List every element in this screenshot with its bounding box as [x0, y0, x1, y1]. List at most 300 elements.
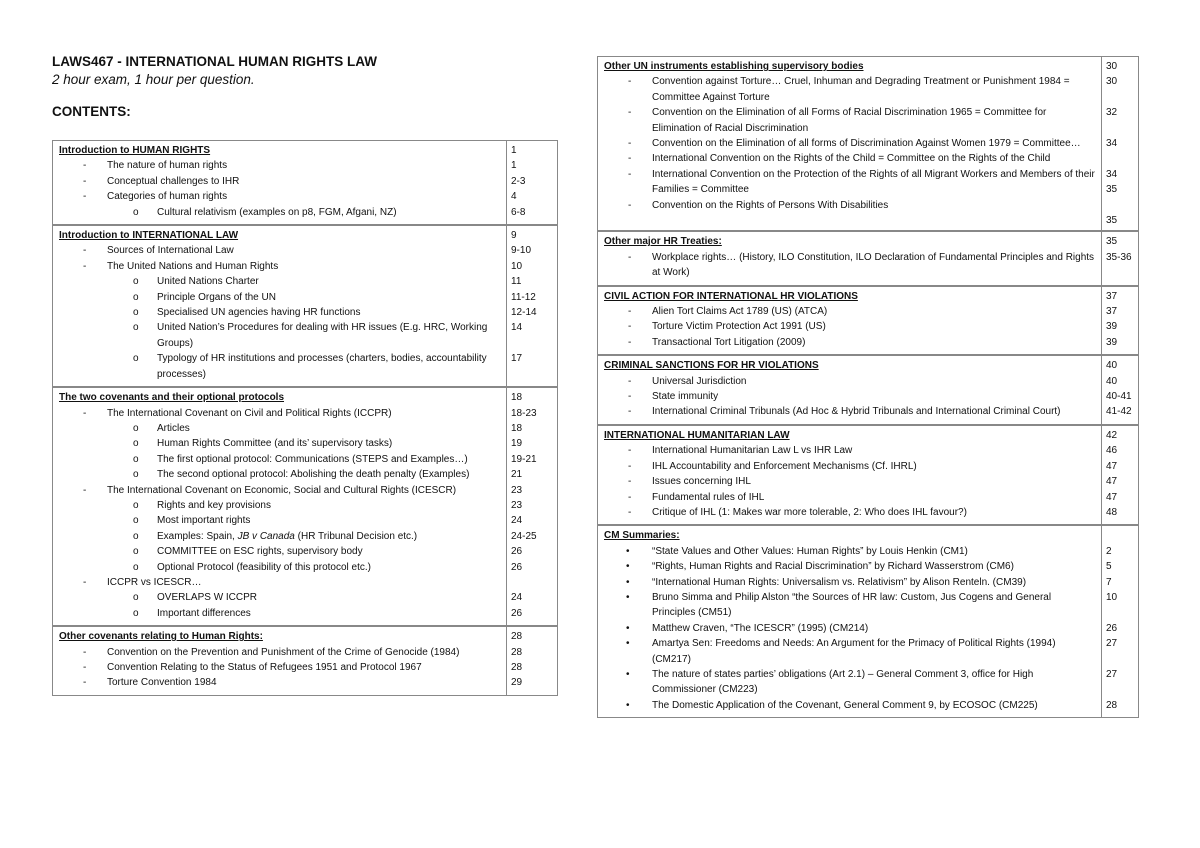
page-number: 4	[511, 191, 517, 203]
page-number	[1106, 528, 1134, 543]
page-number: 28	[511, 662, 523, 673]
entry-text-main: Matthew Craven, “The ICESCR” (1995) (CM214)	[652, 622, 869, 634]
entry-marker: o	[133, 469, 139, 481]
entry-text	[157, 452, 500, 467]
toc-section	[53, 224, 557, 386]
page-number	[1106, 682, 1134, 697]
entry-text-main: International Humanitarian Law L vs IHR Law	[652, 445, 853, 457]
page-number: 37	[1106, 306, 1118, 318]
page-number: 24	[511, 592, 523, 604]
entry-marker: -	[628, 107, 632, 119]
page-number	[1106, 605, 1134, 620]
document-header	[52, 54, 552, 119]
toc-entry	[59, 483, 500, 498]
entry-text	[157, 606, 500, 621]
toc-entry	[59, 421, 500, 436]
entry-case-name: JB v Canada	[237, 530, 295, 542]
entry-text-main: Issues concerning IHL	[652, 476, 751, 488]
entry-marker: -	[83, 260, 87, 272]
entry-marker: •	[626, 561, 630, 573]
entry-text-main: Categories of human rights	[107, 191, 228, 203]
entry-marker: -	[628, 445, 632, 457]
entry-text	[652, 667, 1095, 698]
entry-text	[652, 621, 1095, 636]
entry-marker: o	[133, 546, 139, 558]
entry-marker: -	[628, 375, 632, 387]
section-heading: CM Summaries:	[604, 530, 680, 542]
entry-text	[107, 406, 500, 421]
toc-entry	[604, 151, 1095, 166]
entry-text	[652, 250, 1095, 281]
entry-marker: -	[628, 138, 632, 150]
entry-marker: o	[133, 499, 139, 511]
entry-marker: -	[628, 306, 632, 318]
entry-text	[107, 675, 500, 690]
toc-entry	[604, 590, 1095, 621]
section-entries	[598, 526, 1102, 717]
entry-text	[652, 698, 1095, 713]
toc-entry	[604, 636, 1095, 667]
entry-marker: -	[628, 321, 632, 333]
page-number: 2-3	[511, 175, 526, 187]
toc-entry	[604, 304, 1095, 319]
entry-text-main: Specialised UN agencies having HR functions	[157, 307, 361, 319]
page-number: 47	[1106, 460, 1118, 472]
entry-text	[652, 198, 1095, 213]
toc-entry	[604, 136, 1095, 151]
toc-entry	[604, 105, 1095, 136]
entry-text	[157, 529, 500, 544]
entry-text	[157, 544, 500, 559]
entry-marker: -	[628, 199, 632, 211]
toc-entry	[59, 590, 500, 605]
entry-text	[107, 660, 500, 675]
section-heading: The two covenants and their optional protocols	[59, 392, 285, 404]
toc-entry	[59, 259, 500, 274]
page-number: 34	[1106, 138, 1118, 149]
page-number: 40	[1106, 360, 1118, 372]
entry-marker: o	[133, 453, 139, 465]
entry-text	[652, 505, 1095, 520]
entry-text-main: ICCPR vs ICESCR…	[107, 576, 202, 588]
entry-text	[652, 374, 1095, 389]
page-number: 42	[1106, 429, 1118, 441]
entry-text	[652, 74, 1095, 105]
section-entries	[598, 57, 1102, 230]
toc-section	[53, 625, 557, 695]
page-numbers	[507, 627, 557, 695]
page-number	[1106, 90, 1134, 105]
contents-label: CONTENTS:	[52, 104, 131, 119]
page-number: 35	[1106, 184, 1118, 196]
entry-text-main: Examples: Spain,	[157, 530, 238, 542]
toc-entry	[59, 513, 500, 528]
entry-text-main: Convention against Torture… Cruel, Inhuman and Degrading Treatment or Punishment 1984 = Committee Against Torture	[652, 76, 1070, 103]
entry-marker: -	[628, 460, 632, 472]
toc-entry	[59, 305, 500, 320]
entry-text-main: State immunity	[652, 391, 719, 403]
entry-text	[652, 319, 1095, 334]
page-number: 40	[1106, 375, 1118, 387]
entry-text	[652, 335, 1095, 350]
toc-entry	[604, 335, 1095, 350]
entry-text	[652, 136, 1095, 151]
section-heading: Other covenants relating to Human Rights:	[59, 631, 263, 643]
entry-marker: o	[133, 607, 139, 619]
section-heading: Other major HR Treaties:	[604, 236, 722, 248]
entry-marker: o	[133, 561, 139, 573]
entry-text	[157, 305, 500, 320]
entry-text	[107, 158, 500, 173]
section-entries	[598, 287, 1102, 355]
entry-text-main: Typology of HR institutions and processes (charters, bodies, accountability processes)	[157, 353, 487, 380]
toc-section	[53, 141, 557, 224]
section-heading: Introduction to HUMAN RIGHTS	[59, 145, 211, 156]
entry-text-main: Rights and key provisions	[157, 499, 271, 511]
toc-entry	[59, 290, 500, 305]
entry-text-main: Important differences	[157, 607, 251, 619]
entry-text-main: Convention on the Rights of Persons With Disabilities	[652, 199, 889, 211]
page-number: 24-25	[511, 530, 537, 542]
page-number: 28	[511, 631, 523, 643]
entry-text	[157, 436, 500, 451]
entry-text-main: International Convention on the Rights of the Child = Committee on the Rights of the Child	[652, 153, 1051, 165]
toc-section	[53, 386, 557, 625]
section-entries	[598, 232, 1102, 284]
entry-marker: •	[626, 576, 630, 588]
toc-entry	[604, 319, 1095, 334]
entry-text-main: International Convention on the Protection of the Rights of all Migrant Workers and Members of their Families = Committee	[652, 168, 1095, 196]
page-number: 23	[511, 499, 523, 511]
entry-text	[652, 559, 1095, 574]
entry-text	[652, 544, 1095, 559]
entry-text-main: Bruno Simma and Philip Alston “the Sources of HR law: Custom, Jus Cogens and General Principles (CM51)	[652, 591, 1052, 619]
page-number: 39	[1106, 336, 1118, 348]
page-numbers	[1102, 526, 1138, 717]
toc-entry	[59, 452, 500, 467]
entry-text	[107, 259, 500, 274]
entry-text	[652, 443, 1095, 458]
section-entries	[598, 426, 1102, 524]
entry-text-main: “Rights, Human Rights and Racial Discrimination” by Richard Wasserstrom (CM6)	[652, 561, 1014, 573]
page-number	[1106, 121, 1134, 136]
entry-marker: •	[626, 591, 630, 603]
toc-entry	[604, 250, 1095, 281]
page-number	[1106, 151, 1134, 166]
entry-text	[652, 167, 1095, 198]
entry-marker: o	[133, 592, 139, 604]
entry-text	[157, 205, 500, 220]
entry-text	[157, 274, 500, 289]
entry-text	[157, 421, 500, 436]
toc-entry	[59, 174, 500, 189]
section-heading: Other UN instruments establishing supervisory bodies	[604, 61, 864, 72]
toc-section	[598, 424, 1138, 524]
entry-text	[652, 105, 1095, 136]
page-number: 21	[511, 469, 523, 481]
page-number: 32	[1106, 107, 1118, 119]
entry-text-main: Convention on the Prevention and Punishment of the Crime of Genocide (1984)	[107, 646, 460, 658]
page-number: 17	[511, 353, 523, 365]
page-number	[1106, 652, 1134, 667]
toc-entry	[59, 158, 500, 173]
page-number: 30	[1106, 61, 1118, 72]
page-number: 9	[511, 230, 517, 242]
entry-text-main: Amartya Sen: Freedoms and Needs: An Argument for the Primacy of Political Rights (1994) (CM217)	[652, 638, 1056, 665]
entry-text	[652, 404, 1095, 419]
entry-text-main: International Criminal Tribunals (Ad Hoc & Hybrid Tribunals and International Criminal Court)	[652, 406, 1061, 418]
entry-text-main: United Nation’s Procedures for dealing with HR issues (E.g. HRC, Working Groups)	[157, 322, 488, 349]
toc-entry	[604, 490, 1095, 505]
entry-text	[652, 304, 1095, 319]
toc-entry	[59, 660, 500, 675]
toc-entry	[59, 189, 500, 204]
entry-text-main: Critique of IHL (1: Makes war more tolerable, 2: Who does IHL favour?)	[652, 506, 967, 518]
entry-text	[157, 467, 500, 482]
entry-text-main: Fundamental rules of IHL	[652, 491, 765, 503]
page-number: 11-12	[511, 291, 536, 303]
entry-marker: •	[626, 622, 630, 634]
entry-text-main: Principle Organs of the UN	[157, 291, 276, 303]
entry-text-main: The Domestic Application of the Covenant, General Comment 9, by ECOSOC (CM225)	[652, 699, 1038, 711]
entry-text-main: Convention Relating to the Status of Refugees 1951 and Protocol 1967	[107, 662, 422, 673]
page-numbers	[507, 141, 557, 224]
page-number: 35	[1106, 215, 1118, 226]
toc-entry	[604, 474, 1095, 489]
entry-text-main: Universal Jurisdiction	[652, 375, 747, 387]
page-number: 18	[511, 422, 523, 434]
entry-marker: •	[626, 668, 630, 680]
entry-text	[107, 174, 500, 189]
entry-marker: -	[628, 506, 632, 518]
entry-text	[157, 560, 500, 575]
page-number: 2	[1106, 545, 1112, 557]
page-number: 14	[511, 322, 523, 334]
page-number: 48	[1106, 506, 1118, 518]
page-number	[511, 575, 553, 590]
entry-marker: o	[133, 422, 139, 434]
entry-marker: -	[83, 677, 87, 689]
entry-marker: -	[628, 153, 632, 165]
page-number: 10	[511, 260, 523, 272]
entry-text-main: COMMITTEE on ESC rights, supervisory body	[157, 546, 363, 558]
page-number: 41-42	[1106, 406, 1132, 418]
entry-text-main: Torture Victim Protection Act 1991 (US)	[652, 321, 826, 333]
toc-entry	[604, 167, 1095, 198]
page-number: 46	[1106, 445, 1118, 457]
entry-text	[652, 590, 1095, 621]
entry-text-main: The first optional protocol: Communications (STEPS and Examples…)	[157, 453, 468, 465]
page-number: 28	[511, 646, 523, 658]
page-number: 27	[1106, 668, 1118, 680]
entry-text-main: Transactional Tort Litigation (2009)	[652, 336, 806, 348]
page-number	[1106, 198, 1134, 213]
page-number: 24	[511, 515, 523, 527]
page-number: 35-36	[1106, 251, 1132, 263]
toc-section	[598, 230, 1138, 284]
toc-entry	[604, 374, 1095, 389]
entry-text	[107, 189, 500, 204]
entry-marker: -	[83, 175, 87, 187]
entry-marker: -	[83, 191, 87, 203]
entry-marker: -	[628, 406, 632, 418]
contents-table-right	[597, 56, 1139, 718]
entry-text	[157, 290, 500, 305]
page-numbers	[507, 226, 557, 386]
document-title: LAWS467 - INTERNATIONAL HUMAN RIGHTS LAW	[52, 54, 378, 69]
entry-text	[652, 459, 1095, 474]
entry-text-main: Torture Convention 1984	[107, 677, 217, 689]
page-numbers	[1102, 356, 1138, 424]
page-number: 7	[1106, 576, 1112, 588]
contents-table-left	[52, 140, 558, 696]
entry-text-main: Convention on the Elimination of all Forms of Racial Discrimination 1965 = Committee for Elimination of Racial Discrimination	[652, 107, 1047, 134]
entry-text	[157, 590, 500, 605]
entry-marker: -	[83, 245, 87, 257]
toc-entry	[59, 351, 500, 382]
page-number: 23	[511, 484, 523, 496]
toc-entry	[59, 575, 500, 590]
toc-entry	[604, 621, 1095, 636]
page-number: 37	[1106, 290, 1118, 302]
entry-text	[157, 498, 500, 513]
page-number: 39	[1106, 321, 1118, 333]
page-number: 47	[1106, 476, 1118, 488]
entry-text-main: Conceptual challenges to IHR	[107, 175, 240, 187]
entry-marker: -	[83, 646, 87, 658]
page-number: 47	[1106, 491, 1118, 503]
section-heading: Introduction to INTERNATIONAL LAW	[59, 230, 239, 242]
entry-marker: -	[628, 336, 632, 348]
entry-text-tail: (HR Tribunal Decision etc.)	[294, 530, 418, 542]
entry-marker: o	[133, 276, 139, 288]
entry-text	[157, 513, 500, 528]
page-number: 19-21	[511, 453, 537, 465]
entry-marker: o	[133, 206, 139, 218]
page-number: 30	[1106, 76, 1118, 88]
entry-text	[652, 490, 1095, 505]
page-number: 9-10	[511, 245, 532, 257]
entry-marker: o	[133, 530, 139, 542]
page-number: 19	[511, 438, 523, 450]
entry-text-main: Human Rights Committee (and its’ supervisory tasks)	[157, 438, 393, 450]
entry-text-main: Alien Tort Claims Act 1789 (US) (ATCA)	[652, 306, 828, 318]
page-number: 34	[1106, 168, 1118, 180]
page-number: 26	[511, 607, 523, 619]
entry-marker: o	[133, 307, 139, 319]
entry-marker: -	[628, 491, 632, 503]
entry-marker: o	[133, 353, 139, 365]
entry-text	[107, 575, 500, 590]
entry-text	[652, 474, 1095, 489]
toc-entry	[604, 505, 1095, 520]
toc-entry	[59, 645, 500, 660]
page-number: 6-8	[511, 206, 526, 218]
entry-text	[157, 320, 500, 351]
entry-text-main: The United Nations and Human Rights	[107, 260, 279, 272]
entry-text-main: Most important rights	[157, 515, 251, 527]
entry-text-main: The second optional protocol: Abolishing the death penalty (Examples)	[157, 469, 470, 481]
toc-entry	[59, 467, 500, 482]
page-number: 29	[511, 677, 523, 689]
entry-marker: o	[133, 515, 139, 527]
toc-entry	[604, 198, 1095, 213]
entry-text-main: The International Covenant on Economic, Social and Cultural Rights (ICESCR)	[107, 484, 457, 496]
entry-marker: -	[83, 407, 87, 419]
entry-text	[652, 151, 1095, 166]
toc-section	[598, 524, 1138, 717]
entry-text-main: Articles	[157, 422, 190, 434]
toc-entry	[59, 560, 500, 575]
section-heading: INTERNATIONAL HUMANITARIAN LAW	[604, 429, 790, 441]
entry-marker: -	[83, 662, 87, 673]
entry-text	[107, 483, 500, 498]
entry-text	[652, 575, 1095, 590]
toc-entry	[604, 559, 1095, 574]
page-numbers	[1102, 287, 1138, 355]
entry-marker: o	[133, 438, 139, 450]
toc-entry	[59, 529, 500, 544]
entry-marker: •	[626, 545, 630, 557]
page-numbers	[1102, 57, 1138, 230]
page-number: 1	[511, 145, 517, 156]
page-number: 1	[511, 160, 517, 172]
entry-marker: •	[626, 638, 630, 650]
entry-text-main: The International Covenant on Civil and Political Rights (ICCPR)	[107, 407, 392, 419]
entry-text	[652, 389, 1095, 404]
toc-entry	[59, 606, 500, 621]
entry-marker: •	[626, 699, 630, 711]
page-number: 35	[1106, 236, 1118, 248]
document-subtitle: 2 hour exam, 1 hour per question.	[52, 72, 255, 87]
entry-marker: o	[133, 291, 139, 303]
section-entries	[598, 356, 1102, 424]
page-number: 10	[1106, 591, 1118, 603]
entry-marker: -	[83, 484, 87, 496]
toc-entry	[59, 544, 500, 559]
toc-entry	[59, 274, 500, 289]
toc-entry	[59, 243, 500, 258]
entry-marker: -	[628, 76, 632, 88]
entry-marker: -	[628, 251, 632, 263]
toc-entry	[59, 205, 500, 220]
entry-text-main: The nature of states parties’ obligations (Art 2.1) – General Comment 3, office for High Commissioner (CM223)	[652, 668, 1034, 696]
entry-text	[157, 351, 500, 382]
page-number: 28	[1106, 699, 1118, 711]
toc-entry	[604, 698, 1095, 713]
entry-text-main: IHL Accountability and Enforcement Mechanisms (Cf. IHRL)	[652, 460, 917, 472]
page-number: 40-41	[1106, 391, 1132, 403]
toc-entry	[59, 320, 500, 351]
toc-entry	[59, 436, 500, 451]
entry-marker: -	[628, 168, 632, 180]
entry-text-main: Workplace rights… (History, ILO Constitution, ILO Declaration of Fundamental Principles and Rights at Work)	[652, 251, 1095, 279]
entry-marker: -	[628, 391, 632, 403]
entry-text	[107, 243, 500, 258]
page-number: 27	[1106, 638, 1118, 650]
page-number: 11	[511, 276, 522, 288]
entry-text-main: Optional Protocol (feasibility of this protocol etc.)	[157, 561, 371, 573]
entry-text-main: Sources of International Law	[107, 245, 234, 257]
page-number: 5	[1106, 561, 1112, 573]
entry-text-main: United Nations Charter	[157, 276, 259, 288]
entry-marker: o	[133, 322, 139, 334]
entry-text-main: “International Human Rights: Universalism vs. Relativism” by Alison Renteln. (CM39)	[652, 576, 1027, 588]
toc-entry	[604, 404, 1095, 419]
page-number: 18	[511, 392, 523, 404]
toc-entry	[604, 575, 1095, 590]
toc-entry	[604, 74, 1095, 105]
